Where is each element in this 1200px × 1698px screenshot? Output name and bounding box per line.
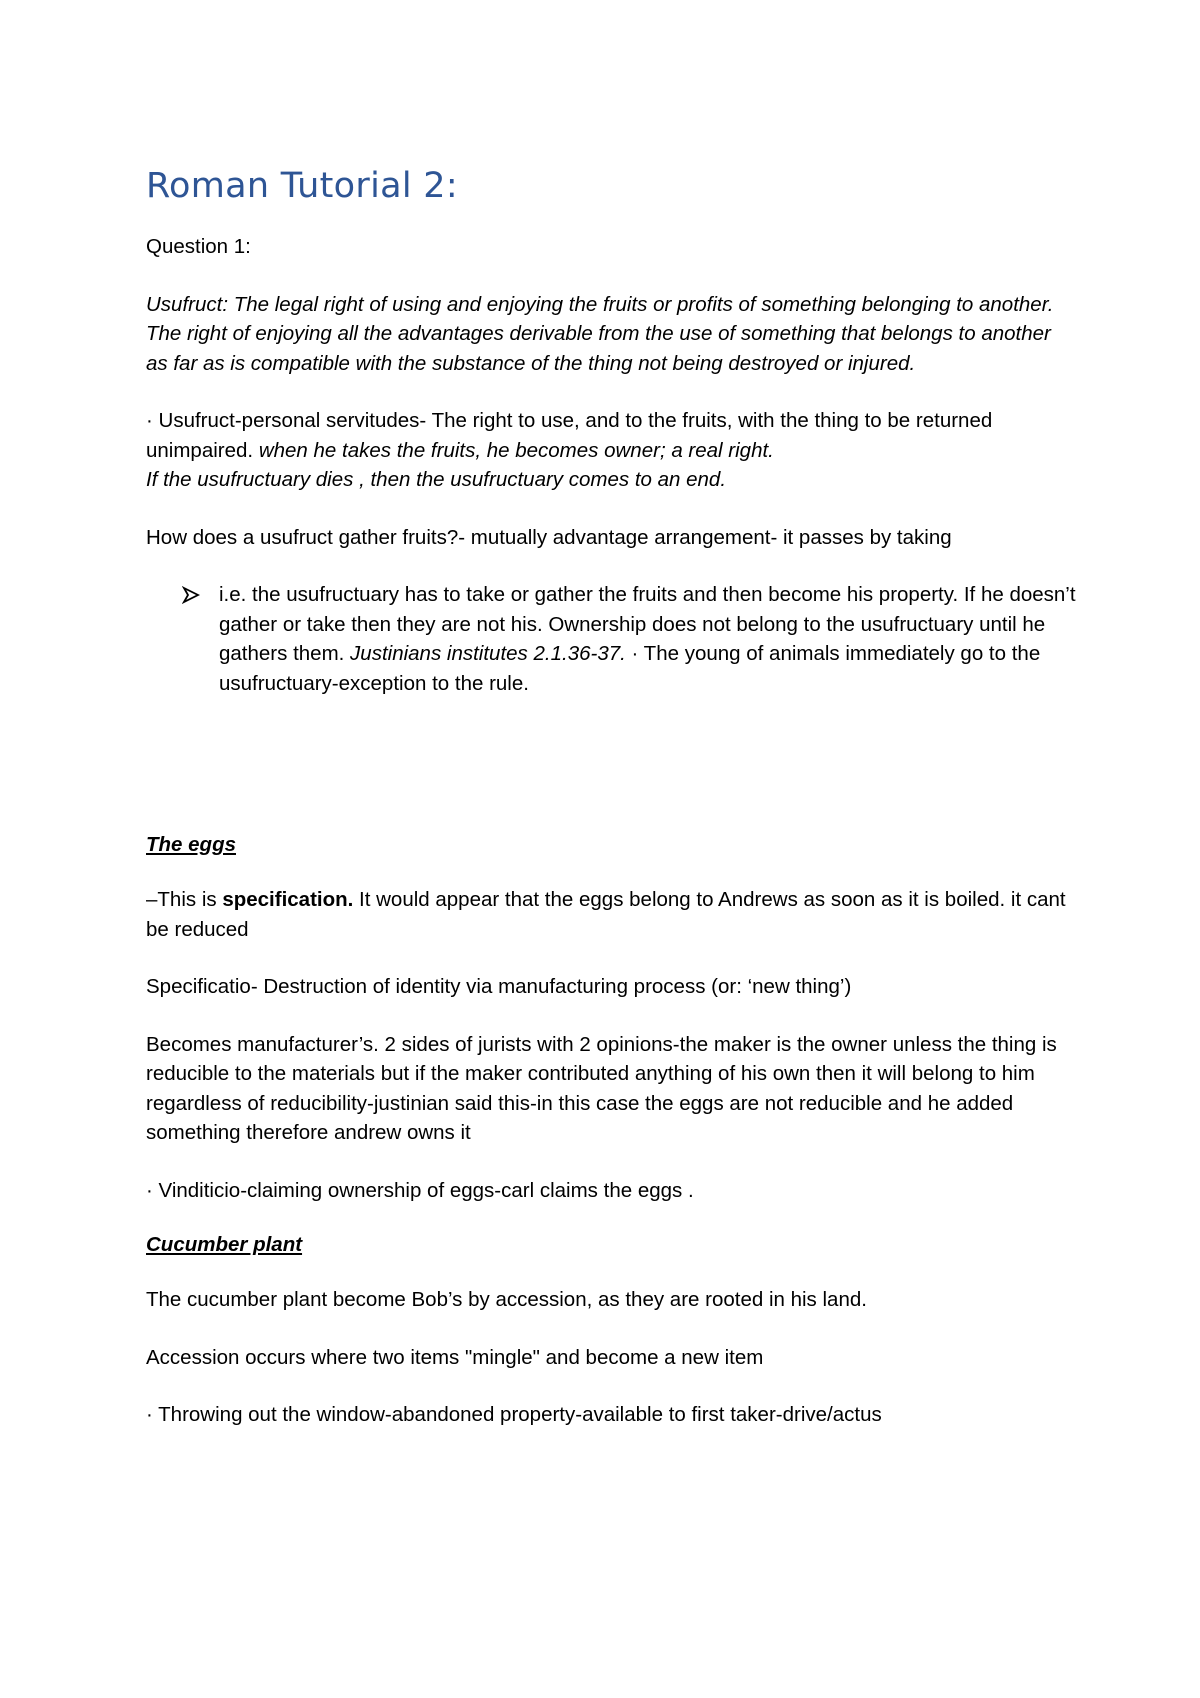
manufacturer-paragraph: Becomes manufacturer’s. 2 sides of jurists with 2 opinions-the maker is the owner unless the thing is reducible to the materials but if the maker contributed anything of his own then it will belong to him regardless of reducibility-justinian said this-in this case the eggs are not reducible and he added something therefore andrew owns it (146, 1032, 1057, 1144)
usufructuary-death-note: If the usufructuary dies , then the usufructuary comes to an end. (146, 468, 727, 491)
spacer (146, 698, 1080, 833)
specificatio-paragraph: Specificatio- Destruction of identity via manufacturing process (or: ‘new thing’) (146, 975, 852, 998)
cucumber-paragraph: The cucumber plant become Bob’s by accession, as they are rooted in his land. (146, 1288, 867, 1311)
list-item (146, 580, 1079, 698)
gather-question: How does a usufruct gather fruits?- mutually advantage arrangement- it passes by taking (146, 525, 952, 549)
justinian-reference: Justinians institutes 2.1.36-37. (350, 642, 626, 665)
usufruct-definition: Usufruct: The legal right of using and enjoying the fruits or profits of something belonging to another. The right of enjoying all the advantages derivable from the use of something that belongs to another as far as is compatible with the substance of the thing not being destroyed or injured. (146, 292, 1054, 375)
eggs-heading: The eggs (146, 833, 236, 856)
real-right-note: when he takes the fruits, he becomes owner; a real right. (258, 438, 774, 462)
page-title: Roman Tutorial 2: (146, 166, 458, 206)
cucumber-heading: Cucumber plant (146, 1233, 303, 1256)
vinditicio-paragraph: · Vinditicio-claiming ownership of eggs-carl claims the eggs . (146, 1178, 694, 1202)
accession-paragraph: Accession occurs where two items "mingle" and become a new item (146, 1345, 764, 1369)
arrow-bullet-icon (182, 586, 200, 604)
bullet-text-2: · The young of animals immediately go to the usufructuary-exception to the rule. (219, 642, 1041, 695)
bullet-text-1: i.e. the usufructuary has to take or gather the fruits and then become his property. If he doesn’t gather or take then they are not his. Ownership does not belong to the usufructuary until he gathers them. (219, 583, 1076, 665)
personal-servitudes-text: · Usufruct-personal servitudes- The right to use, and to the fruits, with the thing to be returned unimpaired. (146, 409, 993, 462)
eggs-prefix: –This is (146, 888, 223, 911)
eggs-paragraph (146, 885, 1076, 944)
personal-servitudes-paragraph (146, 406, 1076, 495)
specification-term: specification. (222, 888, 354, 911)
question-label: Question 1: (146, 235, 251, 258)
eggs-suffix: It would appear that the eggs belong to Andrews as soon as it is boiled. it cant be reduced (146, 888, 1066, 941)
throwing-paragraph: · Throwing out the window-abandoned property-available to first taker-drive/actus (146, 1403, 882, 1426)
